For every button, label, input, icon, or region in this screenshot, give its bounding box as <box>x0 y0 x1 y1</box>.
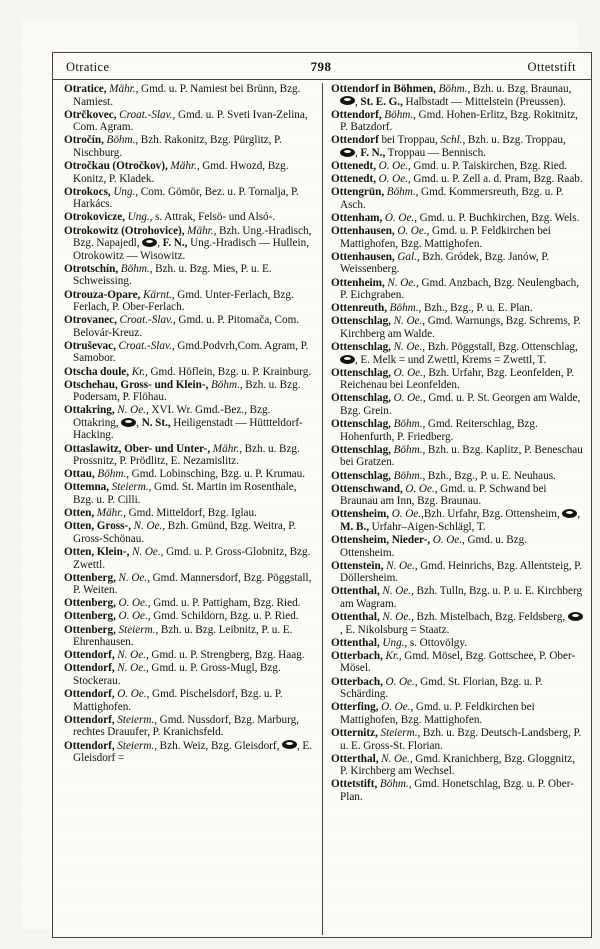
dictionary-entry: Ottenschlag, O. Oe., Gmd. u. P. St. Georgen am Walde, Bzg. Grein. <box>331 392 581 417</box>
dictionary-entry: Otten, Klein-, N. Oe., Gmd. u. P. Gross-Globnitz, Bzg. Zwettl. <box>64 545 311 571</box>
dictionary-entry: Ottendorf, Steierm., Gmd. Nussdorf, Bzg. Marburg, rechtes Drauufer, P. Kranichsfeld. <box>64 713 299 739</box>
dictionary-entry: Ottenedt, O. Oe., Gmd. u. P. Taiskirchen, Bzg. Ried. <box>331 160 568 173</box>
dictionary-entry: Otročkau (Otročkov), Mähr., Gmd. Hwozd, Bzg. Konitz, P. Kladek. <box>64 160 289 185</box>
dictionary-entry: Ottenschlag, Böhm., Bzh., Bzg., P. u. E. Neuhaus. <box>331 469 556 482</box>
dictionary-entry: Ottenthal, N. Oe., Bzh. Mistelbach, Bzg. Feldsberg, , E. Nikolsburg = Staatz. <box>331 611 583 636</box>
dictionary-entry: Ottendorf, N. Oe., Gmd. u. P. Gross-Mugl, Bzg. Stockerau. <box>64 662 281 687</box>
dictionary-entry: Ottetstift, Böhm., Gmd. Honetschlag, Bzg. u. P. Ober-Plan. <box>331 778 574 803</box>
dictionary-entry: Ottendorf, O. Oe., Gmd. Pischelsdorf, Bzg. u. P. Mattighofen. <box>64 688 283 713</box>
dictionary-entry: Otročín, Böhm., Bzh. Rakonitz, Bzg. Pürglitz, P. Nischburg. <box>64 134 282 159</box>
running-head-right: Ottetstift <box>527 59 576 74</box>
page-header <box>52 54 590 80</box>
dictionary-entry: Ottemna, Steierm., Gmd. St. Martin im Rosenthale, Bzg. u. P. Cilli. <box>64 481 297 506</box>
dictionary-entry: Ottenschlag, N. Oe., Gmd. Warnungs, Bzg. Schrems, P. Kirchberg am Walde. <box>331 315 581 340</box>
dictionary-entry: Otscha doule, Kr., Gmd. Höflein, Bzg. u. P. Krainburg. <box>64 365 312 378</box>
dictionary-entry: Otterbach, Kr., Gmd. Mösel, Bzg. Gottschee, P. Ober-Mösel. <box>331 649 576 675</box>
dictionary-entry: Otterfing, O. Oe., Gmd. u. P. Feldkirchen bei Mattighofen, Bzg. Mattighofen. <box>331 701 535 726</box>
dictionary-entry: Ottenstein, N. Oe., Gmd. Heinrichs, Bzg. Allentsteig, P. Döllersheim. <box>331 559 582 585</box>
dictionary-entry: Otrouza-Opare, Kärnt., Gmd. Unter-Ferlach, Bzg. Ferlach, P. Ober-Ferlach. <box>64 288 294 314</box>
dictionary-entry: Ottaslawitz, Ober- und Unter-, Mähr., Bzh. u. Bzg. Prossnitz, P. Prödlitz, E. Nezamislitz. <box>64 442 300 468</box>
dictionary-entry: Ottenheim, N. Oe., Gmd. Anzbach, Bzg. Neulengbach, P. Eichgraben. <box>331 276 580 302</box>
column-right <box>322 83 591 937</box>
dictionary-entry: Ottenhausen, O. Oe., Gmd. u. P. Feldkirchen bei Mattighofen, Bzg. Mattighofen. <box>331 225 551 250</box>
dictionary-entry: Ottendorf, N. Oe., Gmd. u. P. Strengberg, Bzg. Haag. <box>64 649 305 662</box>
column-divider <box>322 83 323 935</box>
dictionary-entry: Otschehau, Gross- und Klein-, Böhm., Bzh. u. Bzg. Podersam, P. Flöhau. <box>64 378 301 404</box>
column-left <box>53 83 322 937</box>
dictionary-entry: Otterthal, N. Oe., Gmd. Kranichberg, Bzg. Gloggnitz, P. Kirchberg am Wechsel. <box>331 752 576 778</box>
dictionary-entry: Otten, Gross-, N. Oe., Bzh. Gmünd, Bzg. Weitra, P. Gross-Schönau. <box>64 520 297 545</box>
dictionary-entry: Ottenedt, O. Oe., Gmd. u. P. Zell a. d. Pram, Bzg. Raab. <box>331 173 583 186</box>
dictionary-entry: Ottenberg, Steierm., Bzh. u. Bzg. Leibnitz, P. u. E. Ehrenhausen. <box>64 623 293 649</box>
dictionary-entry: Ottenschlag, Böhm., Bzh. u. Bzg. Kaplitz, P. Beneschau bei Gratzen. <box>331 443 583 469</box>
dictionary-entry: Ottenreuth, Böhm., Bzh., Bzg., P. u. E. Plan. <box>331 302 533 315</box>
dictionary-entry: Ottakring, N. Oe., XVI. Wr. Gmd.-Bez., Bzg. Ottakring, , N. St., Heiligenstadt — Hüttteldorf-Hacking. <box>64 404 303 442</box>
dictionary-entry: Otterbach, O. Oe., Gmd. St. Florian, Bzg. u. P. Schärding. <box>331 675 543 701</box>
dictionary-entry: Ottenhausen, Gal., Bzh. Gródek, Bzg. Janów, P. Weissenberg. <box>331 250 550 276</box>
dictionary-entry: Otrotschín, Böhm., Bzh. u. Bzg. Mies, P. u. E. Schweissing. <box>64 262 272 288</box>
dictionary-entry: Ottenham, O. Oe., Gmd. u. P. Buchkirchen, Bzg. Wels. <box>331 212 580 225</box>
dictionary-entry: Otrčkovec, Croat.-Slav., Gmd. u. P. Sveti Ivan-Zelina, Com. Agram. <box>64 108 308 134</box>
dictionary-entry: Ottenberg, N. Oe., Gmd. Mannersdorf, Bzg. Pöggstall, P. Weiten. <box>64 571 312 597</box>
dictionary-entry: Ottenthal, Ung., s. Ottovölgy. <box>331 636 468 649</box>
header-rule <box>53 79 591 80</box>
dictionary-entry: Otratice, Mähr., Gmd. u. P. Namiest bei Brünn, Bzg. Namiest. <box>64 83 301 108</box>
dictionary-entry: Ottengrün, Böhm., Gmd. Kommersreuth, Bzg. u. P. Asch. <box>331 186 564 211</box>
dictionary-entry: Ottenschlag, N. Oe., Bzh. Pöggstall, Bzg. Ottenschlag, , E. Melk = und Zwettl, Krems = Zwettl, T. <box>331 341 578 366</box>
dictionary-entry: Ottenschlag, Böhm., Gmd. Reiterschlag, Bzg. Hohenfurth, P. Friedberg. <box>331 418 538 443</box>
dictionary-entry: Ottenschwand, O. Oe., Gmd. u. P. Schwand bei Braunau am Inn, Bzg. Braunau. <box>331 482 547 508</box>
dictionary-entry: Ottensheim, O. Oe.,Bzh. Urfahr, Bzg. Ottensheim, , M. B., Urfahr–Aigen-Schlägl, T. <box>331 508 581 533</box>
dictionary-entry: Ottenberg, O. Oe., Gmd. Schildorn, Bzg. u. P. Ried. <box>64 610 299 623</box>
dictionary-entry: Otrokocs, Ung., Com. Gömör, Bez. u. P. Tornalja, P. Harkács. <box>64 185 299 211</box>
page-number: 798 <box>310 59 332 74</box>
dictionary-entry: Ottendorf, Steierm., Bzh. Weiz, Bzg. Gleisdorf, , E. Gleisdorf = <box>64 739 313 765</box>
dictionary-entry: Ottau, Böhm., Gmd. Lobinsching, Bzg. u. P. Krumau. <box>64 468 306 481</box>
running-head-left: Otratice <box>66 59 110 74</box>
dictionary-entry: Ottenthal, N. Oe., Bzh. Tulln, Bzg. u. P. u. E. Kirchberg am Wagram. <box>331 585 583 610</box>
dictionary-entry: Ottenberg, O. Oe., Gmd. u. P. Pattigham, Bzg. Ried. <box>64 597 301 610</box>
dictionary-entry: Ottendorf, Böhm., Gmd. Hohen-Erlitz, Bzg. Rokitnitz, P. Batzdorf. <box>331 108 578 134</box>
paper-sheet <box>22 20 583 929</box>
dictionary-entry: Otternitz, Steierm., Bzh. u. Bzg. Deutsch-Landsberg, P. u. E. Gross-St. Florian. <box>331 726 582 752</box>
dictionary-entry: Ottensheim, Nieder-, O. Oe., Gmd. u. Bzg. Ottensheim. <box>331 534 528 559</box>
dictionary-entry: Otrovanec, Croat.-Slav., Gmd. u. P. Pitomača, Com. Belovár-Kreuz. <box>64 314 300 339</box>
dictionary-entry: Otrokovicze, Ung., s. Attrak, Felsö- und Alsó-. <box>64 211 276 224</box>
dictionary-entry: Ottendorf bei Troppau, Schl., Bzh. u. Bzg. Troppau, , F. N., Troppau — Bennisch. <box>331 134 566 159</box>
dictionary-entry: Ottenschlag, O. Oe., Bzh. Urfahr, Bzg. Leonfelden, P. Reichenau bei Leonfelden. <box>331 366 575 392</box>
dictionary-entry: Otruševac, Croat.-Slav., Gmd.Podvrh,Com. Agram, P. Samobor. <box>64 339 309 365</box>
dictionary-entry: Ottendorf in Böhmen, Böhm., Bzh. u. Bzg. Braunau, , St. E. G., Halbstadt — Mittelstein (Preussen). <box>331 83 572 108</box>
dictionary-entry: Otrokowitz (Otrohovice), Mähr., Bzh. Ung.-Hradisch, Bzg. Napajedl, , F. N., Ung.-Hradisch — Hullein, Otrokowitz — Wisowitz. <box>64 224 312 262</box>
dictionary-entry: Otten, Mähr., Gmd. Mitteldorf, Bzg. Iglau. <box>64 507 257 520</box>
